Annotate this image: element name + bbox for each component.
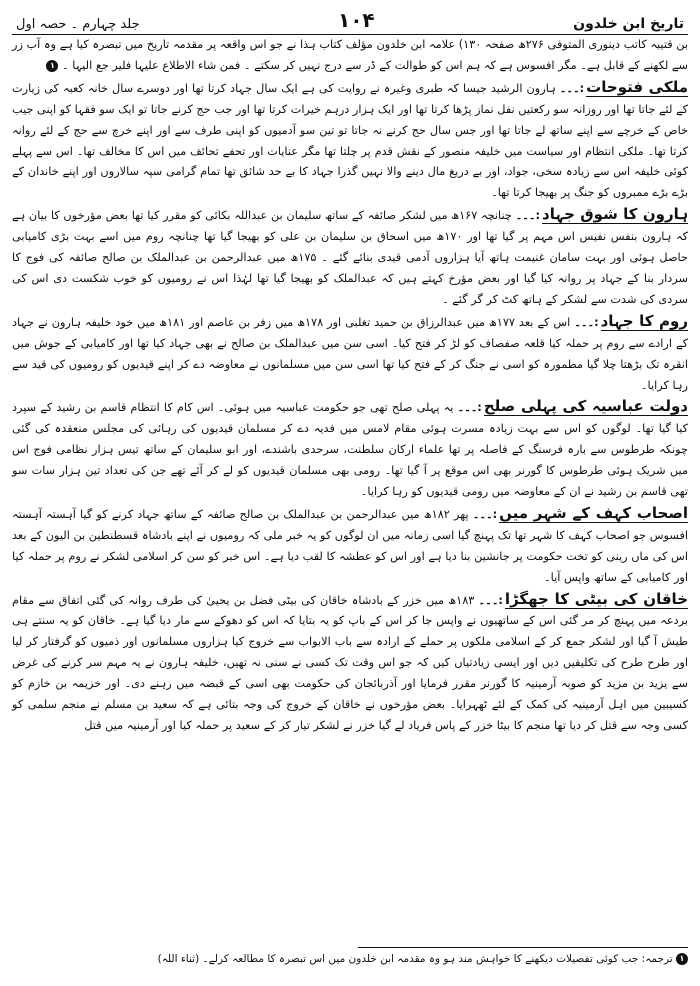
section-text: چنانچہ ۱۶۷ھ میں لشکر صائفہ کے ساتھ سلیمان بن عبداللہ بکائی کو مقرر کیا تھا بعض مؤرخوں کا بیان ہے کہ ہارون بنفس نفیس اس مہم پر گیا تھا اور ۱۷۰ھ میں اسحاق بن سلیمان بن علی کو بھیجا گیا تھا چنانچہ روم میں اسے بہت بڑی کامیابی حاصل ہوئی اور بہت سامان غنیمت ہاتھ آیا ہزاروں آدمی قیدی بنائے گئے ۔ ۱۷۵ھ میں عبدالرحمن بن عبدالملک بن صالح صائفہ کی فوج کا سردار بنا کے جہاد پر روانہ کیا گیا اور بعض مؤرخ کہتے ہیں کہ عبدالملک کو بھیجا گیا تھا لہٰذا اس نے رومیوں کو خوب شکست دی اس کی سردی کی شدت سے لشکر کے ہاتھ کٹ کر گر گئے ۔	[12, 209, 688, 306]
section-khaqan-daughter: خاقان کی بیٹی کا جھگڑا:۔۔۔ ۱۸۳ھ میں خزر کے بادشاہ خاقان کی بیٹی فضل بن یحییٰ کی طرف روانہ کی گئی اتفاق سے مقام بردعہ میں پہنچ کر مر گئی اس کے ساتھیوں نے واپس جا کر اس کے باپ کو یہ بتایا کہ اس کو دھوکے سے مار دیا گیا ہے۔ خاقان کو یہ سنتے ہی طیش آ گیا اور لشکر جمع کر کے اسلامی ملکوں پر حملے کے ارادہ سے باب الابواب سے خروج کیا ہزاروں مسلمانوں اور ذمیوں کو گرفتار کر لیا اور طرح طرح کی تکلیفیں دیں اور ایسی زیادتیاں کیں کہ جو اس وقت تک کسی نے سنی نہ تھیں، خلیفہ ہارون نے یہ مہم سر کرنے کی غرض سے یزید بن مزید کو صوبہ آرمینیہ کا گورنر مقرر فرمایا اور آذربائجان کی حکومت بھی اسی کے قبضہ میں رہنے دی۔ اور خزیمہ بن خازم کو کسیبین میں اہل آرمینیہ کی کمک کے لئے ٹھہرایا۔ بعض مؤرخوں نے خاقان کے خروج کی وجہ بتائی ہے کہ سعید بن مسلم نے منجم سلمی کو کسی وجہ سے قتل کر دیا تھا منجم کا بیٹا خزر کے پاس فریاد لے گیا خزر نے لشکر تیار کر کے سعید پر حملہ کیا اور آرمینیہ میں قتل	[12, 589, 689, 732]
section-heading: ملکی فتوحات	[586, 77, 688, 96]
section-text: یہ پہلی صلح تھی جو حکومت عباسیہ میں ہوئی۔ اس کام کا انتظام قاسم بن رشید کے سپرد کیا گیا تھا۔ لوگوں کو اس سے بہت زیادہ مسرت ہوئی مقام لامس میں فدیہ دے کر مسلمان قیدیوں کی رہائی کی مجلس منعقدہ کی گئی چونکہ طرطوس سے بارہ فرسنگ کے فاصلہ پر تھا علماء ارکان سلطنت، سرحدی باشندے، اور ابو سلیمان کے ساتھ تیس ہزار نظامی فوج اس میں شریک ہوئی طرطوس کا گورنر بھی اس موقع پر آ گیا تھا۔ رومی بھی مسلمان قیدیوں کو لے کر آئے تھے جن کی تعداد تین ہزار سات سو تھی قاسم بن رشید نے ان کے معاوضہ میں رومی قیدیوں کو رہا کرایا۔	[12, 401, 688, 499]
section-jihad-passion: ہارون کا شوق جہاد:۔۔۔ چنانچہ ۱۶۷ھ میں لشکر صائفہ کے ساتھ سلیمان بن عبداللہ بکائی کو مقرر کیا تھا بعض مؤرخوں کا بیان ہے کہ ہارون بنفس نفیس اس مہم پر گیا تھا اور ۱۷۰ھ میں اسحاق بن سلیمان بن علی کو بھیجا گیا تھا چنانچہ روم میں اسے بہت بڑی کامیابی حاصل ہوئی اور بہت سامان غنیمت ہاتھ آیا ہزاروں آدمی قیدی بنائے گئے ۔ ۱۷۵ھ میں عبدالرحمن بن عبدالملک بن صالح صائفہ کی فوج کا سردار بنا کے جہاد پر روانہ کیا گیا اور بعض مؤرخ کہتے ہیں کہ عبدالملک کو بھیجا گیا تھا لہٰذا اس نے رومیوں کو خوب شکست دی اس کی سردی کی شدت سے لشکر کے ہاتھ کٹ کر گر گئے ۔	[12, 205, 689, 306]
section-heading: روم کا جہاد	[600, 311, 688, 330]
footnote-text: ترجمہ: جب کوئی تفصیلات دیکھنے کا خواہش مند ہو وہ مقدمہ ابن خلدون میں اس تبصرہ کا مطالعہ کرلے۔ (ثناء اللہ)	[157, 953, 673, 965]
book-title: تاریخ ابن خلدون	[573, 16, 684, 32]
page-header	[12, 6, 688, 35]
section-text: ۱۸۳ھ میں خزر کے بادشاہ خاقان کی بیٹی فضل بن یحییٰ کی طرف روانہ کی گئی اتفاق سے مقام بردعہ میں پہنچ کر مر گئی اس کے ساتھیوں نے واپس جا کر اس کے باپ کو یہ بتایا کہ اس کو دھوکے سے مار دیا گیا ہے۔ خاقان کو یہ سنتے ہی طیش آ گیا اور لشکر جمع کر کے اسلامی ملکوں پر حملے کے ارادہ سے باب الابواب سے خروج کیا ہزاروں مسلمانوں اور ذمیوں کو گرفتار کر لیا اور طرح طرح کی تکلیفیں دیں اور ایسی زیادتیاں کیں کہ جو اس وقت تک کسی نے سنی نہ تھیں، خلیفہ ہارون نے یہ مہم سر کرنے کی غرض سے یزید بن مزید کو صوبہ آرمینیہ کا گورنر مقرر فرمایا اور آذربائجان کی حکومت بھی اسی کے قبضہ میں رہنے دی۔ اور خزیمہ بن خازم کو کسیبین میں اہل آرمینیہ کی کمک کے لئے ٹھہرایا۔ بعض مؤرخوں نے خاقان کے خروج کی وجہ بتائی ہے کہ سعید بن مسلم نے منجم سلمی کو کسی وجہ سے قتل کر دیا تھا منجم کا بیٹا خزر کے پاس فریاد لے گیا خزر نے لشکر تیار کر کے سعید پر حملہ کیا اور آرمینیہ میں قتل	[12, 593, 688, 732]
footnote-number: ۱	[676, 953, 688, 965]
footnote	[12, 950, 688, 968]
section-text: پھر ۱۸۲ھ میں عبدالرحمن بن عبدالملک بن صالح صائفہ کے ساتھ جہاد کرنے کو گیا آہستہ آہستہ افسوس جو اصحاب کہف کا شہر تھا تک پہنچ گیا اسی زمانہ میں ان لوگوں کو یہ خبر ملی کہ رومیوں نے اپنے بادشاہ قسطنطین بن الیون کے بعد اس کی ماں رینی کو تخت حکومت پر جانشین بنا دیا ہے اور اس کو عطشہ کا لقب دیا ہے۔ اس خبر کو سن کر اسلامی لشکر نے روم پر حملہ کیا اور کامیابی کے ساتھ واپس آیا۔	[12, 507, 688, 584]
page-body	[12, 35, 688, 737]
section-heading: ہارون کا شوق جہاد	[542, 205, 689, 224]
footnote-divider	[358, 947, 688, 948]
intro-text: بن قتیبہ کاتب دینوری المتوفی ۲۷۶ھ صفحہ ۱۳۰) علامہ ابن خلدون مؤلف کتاب ہذا نے جو اس واقعہ پر مقدمہ تاریخ میں تبصرہ کیا ہے وہ آب زر سے لکھنے کے قابل ہے۔ مگر افسوس ہے کہ ہم اس کو طوالت کے ڈر سے درج نہیں کر سکتے ۔ فمن شاء الاطلاع علیہا فلیر جع الیہا ۔	[12, 38, 688, 72]
volume-label: جلد چہارم ۔ حصہ اول	[16, 17, 140, 32]
section-heading: خاقان کی بیٹی کا جھگڑا	[504, 589, 689, 608]
page-number: ۱۰۴	[338, 8, 375, 32]
section-rome-jihad: روم کا جہاد:۔۔۔ اس کے بعد ۱۷۷ھ میں عبدالرزاق بن حمید تغلبی اور ۱۷۸ھ میں زفر بن عاصم اور ۱۸۱ھ میں خود خلیفہ ہارون نے جہاد کے ارادے سے روم پر حملہ کیا قلعہ صفصاف کو لڑ کر فتح کیا۔ اسی سن میں عبدالملک بن صالح نے بھی جہاد کیا تھا اور کامیابی کے جوش میں انقرہ تک بڑھتا چلا گیا مطمورہ کو اسی نے جنگ کر کے فتح کیا تھا اسی سن میں مسلمانوں نے معاوضہ دے کر اپنے قیدیوں کو رومیوں کی قید سے رہا کرایا۔	[12, 311, 688, 392]
section-heading: دولت عباسیہ کی پہلی صلح	[483, 397, 688, 416]
book-page	[12, 6, 688, 972]
section-conquests: ملکی فتوحات:۔۔۔ ہارون الرشید جیسا کہ طبری وغیرہ نے روایت کی ہے ایک سال جہاد کرتا تھا اور دوسرے سال خانہ کعبہ کی زیارت کے لئے جاتا تھا اور روزانہ سو رکعتیں نفل نماز پڑھا کرتا تھا اور ایک ہزار درہم خیرات کرتا تھا اور جب حج کرنے جاتا تو ایک سو فقہا کو اپنی جیب خاص کے خرچے سے اپنے ساتھ لے جاتا تھا اور جس سال حج کرنے نہ جاتا تو تین سو آدمیوں کو اپنی طرف سے اور اپنے خرچ سے حج کے لئے روانہ کرتا تھا۔ ملکی انتظام اور سیاست میں خلیفہ منصور کے نقش قدم پر چلتا تھا مگر عنایات اور تحفے تحائف میں اس کا مخالف تھا۔ اس سے پہلے کوئی خلیفہ اس سے زیادہ سخی، جواد، اور بے دریغ مال دینے والا نہیں گذرا جہاد کا بے حد شائق تھا تمام گرامی سپہ سالاروں اور اپنے خاندان کے بڑے بڑے ممبروں کو جنگ پر بھیجا کرتا تھا۔	[11, 77, 688, 200]
section-ashab-kahf: اصحاب کہف کے شہر میں:۔۔۔ پھر ۱۸۲ھ میں عبدالرحمن بن عبدالملک بن صالح صائفہ کے ساتھ جہاد کرنے کو گیا آہستہ آہستہ افسوس جو اصحاب کہف کا شہر تھا تک پہنچ گیا اسی زمانہ میں ان لوگوں کو یہ خبر ملی کہ رومیوں نے اپنے بادشاہ قسطنطین بن الیون کے بعد اس کی ماں رینی کو تخت حکومت پر جانشین بنا دیا ہے اور اس کو عطشہ کا لقب دیا ہے۔ اس خبر کو سن کر اسلامی لشکر نے روم پر حملہ کیا اور کامیابی کے ساتھ واپس آیا۔	[12, 503, 689, 584]
section-heading: اصحاب کہف کے شہر میں	[499, 503, 689, 522]
footnote-marker[interactable]: ۱	[46, 60, 58, 72]
section-first-peace: دولت عباسیہ کی پہلی صلح:۔۔۔ یہ پہلی صلح تھی جو حکومت عباسیہ میں ہوئی۔ اس کام کا انتظام قاسم بن رشید کے سپرد کیا گیا تھا۔ لوگوں کو اس سے بہت زیادہ مسرت ہوئی مقام لامس میں فدیہ دے کر مسلمان قیدیوں کی رہائی کی مجلس منعقدہ کی گئی چونکہ طرطوس سے بارہ فرسنگ کے فاصلہ پر تھا علماء ارکان سلطنت، سرحدی باشندے، اور ابو سلیمان کے ساتھ تیس ہزار نظامی فوج اس میں شریک ہوئی طرطوس کا گورنر بھی اس موقع پر آ گیا تھا۔ رومی بھی مسلمان قیدیوں کو لے کر آئے تھے جن کی تعداد تین ہزار سات سو تھی قاسم بن رشید نے ان کے معاوضہ میں رومی قیدیوں کو رہا کرایا۔	[12, 397, 688, 499]
section-text: اس کے بعد ۱۷۷ھ میں عبدالرزاق بن حمید تغلبی اور ۱۷۸ھ میں زفر بن عاصم اور ۱۸۱ھ میں خود خلیفہ ہارون نے جہاد کے ارادے سے روم پر حملہ کیا قلعہ صفصاف کو لڑ کر فتح کیا۔ اسی سن میں عبدالملک بن صالح نے بھی جہاد کیا تھا اور کامیابی کے جوش میں انقرہ تک بڑھتا چلا گیا مطمورہ کو اسی نے جنگ کر کے فتح کیا تھا اسی سن میں مسلمانوں نے معاوضہ دے کر اپنے قیدیوں کو رومیوں کی قید سے رہا کرایا۔	[12, 315, 688, 392]
intro-paragraph	[12, 35, 688, 77]
section-text: ہارون الرشید جیسا کہ طبری وغیرہ نے روایت کی ہے ایک سال جہاد کرتا تھا اور دوسرے سال خانہ کعبہ کی زیارت کے لئے جاتا تھا اور روزانہ سو رکعتیں نفل نماز پڑھا کرتا تھا اور ایک ہزار درہم خیرات کرتا تھا اور جب حج کرنے جاتا تو ایک سو فقہا کو اپنی جیب خاص کے خرچے سے اپنے ساتھ لے جاتا تھا اور جس سال حج کرنے نہ جاتا تو تین سو آدمیوں کو اپنی طرف سے اور اپنے خرچ سے حج کے لئے روانہ کرتا تھا۔ ملکی انتظام اور سیاست میں خلیفہ منصور کے نقش قدم پر چلتا تھا مگر عنایات اور تحفے تحائف میں اس کا مخالف تھا۔ اس سے پہلے کوئی خلیفہ اس سے زیادہ سخی، جواد، اور بے دریغ مال دینے والا نہیں گذرا جہاد کا بے حد شائق تھا تمام گرامی سپہ سالاروں اور اپنے خاندان کے بڑے بڑے ممبروں کو جنگ پر بھیجا کرتا تھا۔	[11, 81, 688, 200]
